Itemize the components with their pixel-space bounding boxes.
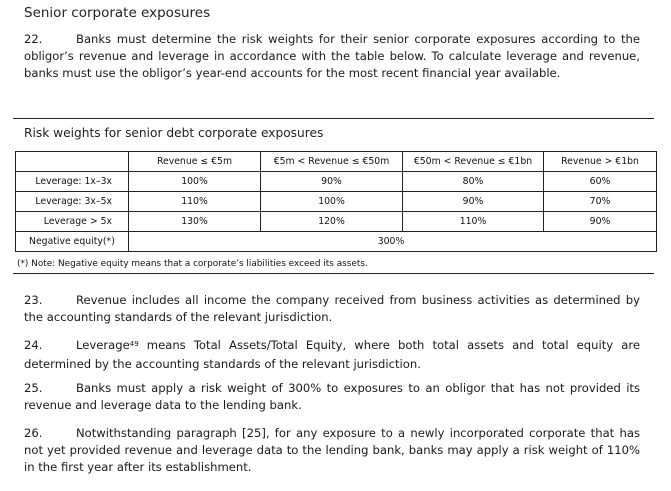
paragraph-number: 24.: [24, 338, 43, 352]
paragraph-26: [24, 425, 640, 476]
paragraph-text: Revenue includes all income the company received from business activities as determined by the accounting standards of the relevant jurisdiction.: [24, 293, 640, 324]
row-label: Leverage: 1x–3x: [16, 172, 129, 192]
row-label: Negative equity(*): [16, 232, 129, 252]
table-cell: 70%: [544, 192, 657, 212]
paragraph-25: [24, 380, 640, 414]
paragraph-number: 23.: [24, 293, 43, 307]
row-label: Leverage > 5x: [16, 212, 129, 232]
table-header-row: [16, 152, 657, 172]
table-cell: 100%: [261, 192, 403, 212]
table-cell: 120%: [261, 212, 403, 232]
paragraph-lead: Leverage: [76, 338, 130, 352]
table-corner-cell: [16, 152, 129, 172]
paragraph-24: [24, 337, 640, 373]
paragraph-text: means Total Assets/Total Equity, where both total assets and total equity are determined by the accounting standards of the relevant jurisdiction.: [24, 338, 640, 371]
table-cell: 90%: [403, 192, 544, 212]
table-row: [16, 212, 657, 232]
table-cell: 80%: [403, 172, 544, 192]
table-cell: 90%: [544, 212, 657, 232]
column-header: €50m < Revenue ≤ €1bn: [403, 152, 544, 172]
table-row-negative-equity: [16, 232, 657, 252]
paragraph-22: [24, 31, 640, 82]
paragraph-23: [24, 292, 640, 326]
table-row: [16, 172, 657, 192]
paragraph-number: 22.: [24, 32, 43, 46]
paragraph-number: 25.: [24, 381, 43, 395]
paragraph-text: Banks must apply a risk weight of 300% to exposures to an obligor that has not provided its revenue and leverage data to the lending bank.: [24, 381, 640, 412]
row-label: Leverage: 3x–5x: [16, 192, 129, 212]
column-header: Revenue > €1bn: [544, 152, 657, 172]
risk-weights-table: [15, 151, 657, 252]
table-note: (*) Note: Negative equity means that a corporate’s liabilities exceed its assets.: [17, 259, 368, 269]
paragraph-text: Notwithstanding paragraph [25], for any exposure to a newly incorporated corporate that has not yet provided revenue and leverage data to the lending bank, banks may apply a risk weight of 110% in the first year after its establishment.: [24, 426, 640, 474]
footnote-marker[interactable]: 49: [129, 340, 139, 348]
table-cell: 130%: [129, 212, 261, 232]
section-title: Senior corporate exposures: [24, 5, 211, 21]
table-caption: Risk weights for senior debt corporate exposures: [24, 126, 324, 140]
table-cell: 90%: [261, 172, 403, 192]
table-cell-merged: 300%: [129, 232, 657, 252]
table-row: [16, 192, 657, 212]
paragraph-number: 26.: [24, 426, 43, 440]
table-cell: 60%: [544, 172, 657, 192]
paragraph-text: Banks must determine the risk weights for their senior corporate exposures according to the obligor’s revenue and leverage in accordance with the table below. To calculate leverage and revenue, banks must use the obligor’s year-end accounts for the most recent financial year available.: [24, 32, 640, 80]
table-bottom-rule: [13, 273, 654, 274]
column-header: €5m < Revenue ≤ €50m: [261, 152, 403, 172]
table-cell: 110%: [403, 212, 544, 232]
table-top-rule: [13, 118, 654, 119]
table-cell: 110%: [129, 192, 261, 212]
column-header: Revenue ≤ €5m: [129, 152, 261, 172]
table-cell: 100%: [129, 172, 261, 192]
